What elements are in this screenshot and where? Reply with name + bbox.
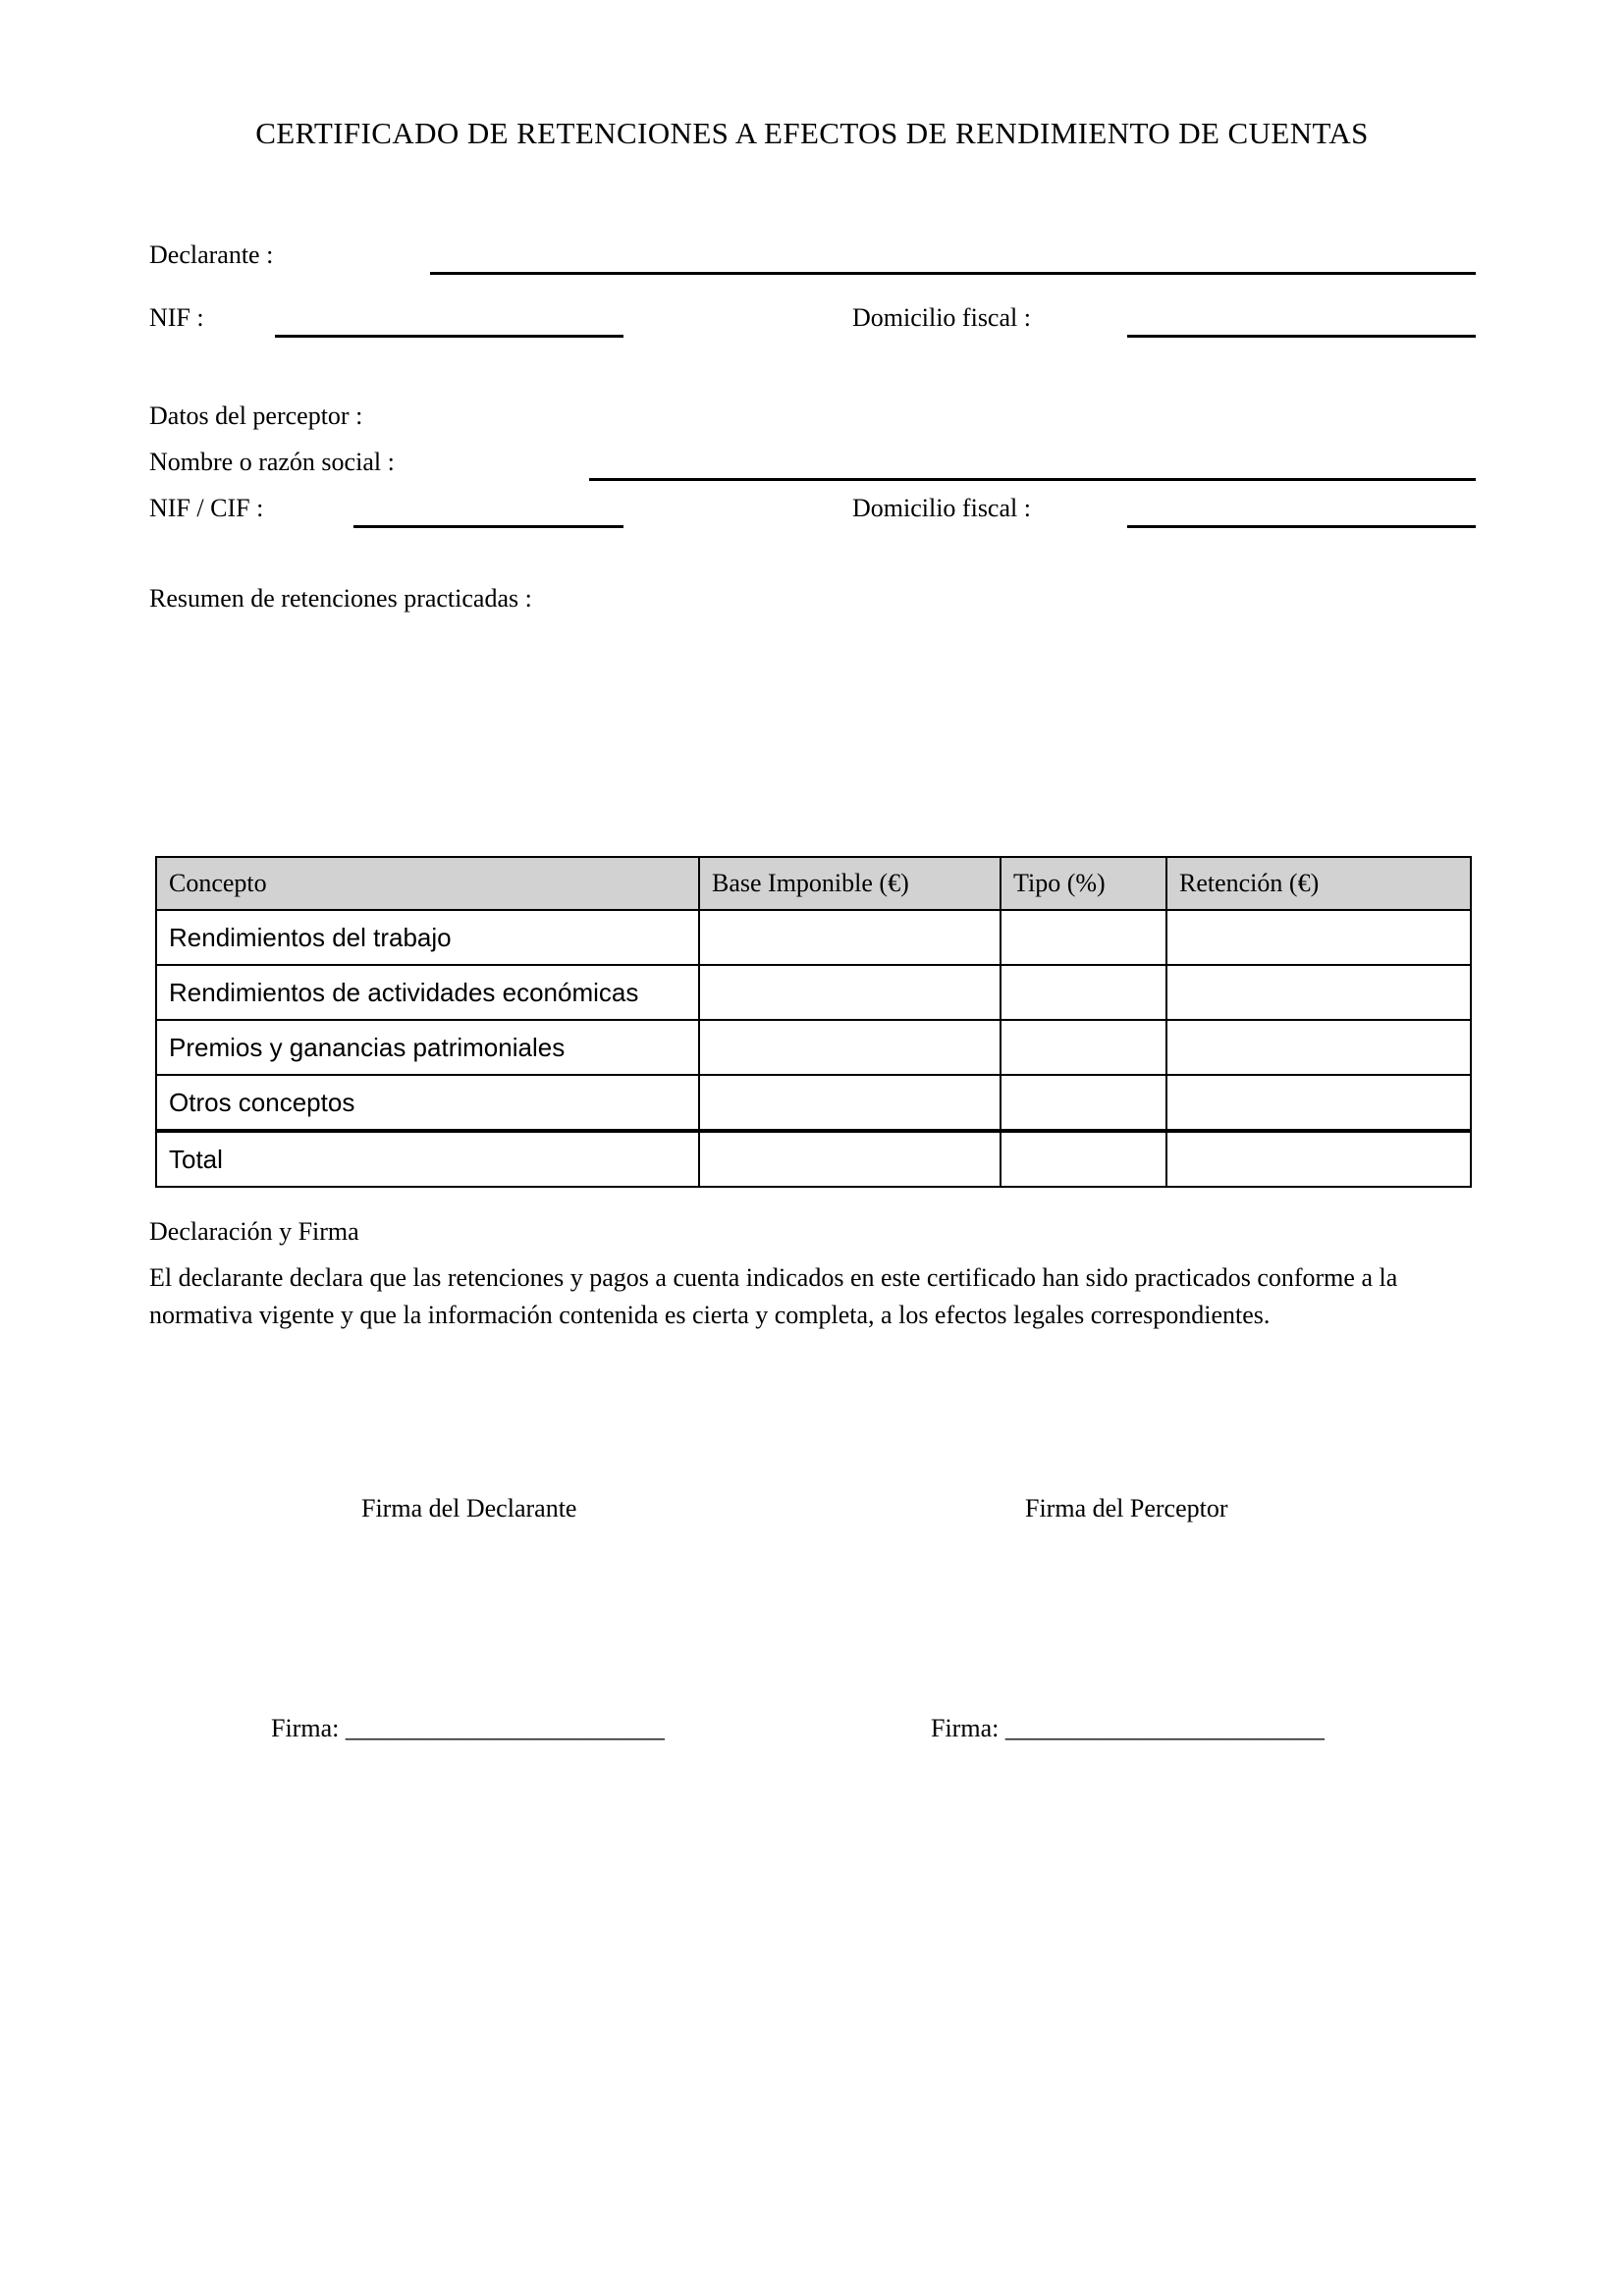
nif-input-rule[interactable]	[275, 335, 623, 338]
table-row	[156, 1020, 1471, 1075]
perceptor-heading: Datos del perceptor :	[149, 401, 363, 430]
cell-concepto: Rendimientos del trabajo	[156, 910, 699, 965]
page-title: CERTIFICADO DE RETENCIONES A EFECTOS DE RENDIMIENTO DE CUENTAS	[255, 116, 1369, 150]
declarante-input-rule-cont[interactable]	[990, 272, 1476, 275]
table-row	[156, 965, 1471, 1020]
nombre-razon-social-label: Nombre o razón social :	[149, 448, 395, 476]
nif-cif-label: NIF / CIF :	[149, 494, 264, 522]
cell-base-imponible[interactable]	[699, 965, 1001, 1020]
cell-retencion[interactable]	[1166, 910, 1471, 965]
retention-table	[155, 856, 1472, 1188]
column-header-retencion: Retención (€)	[1166, 857, 1471, 910]
cell-concepto-total: Total	[156, 1131, 699, 1187]
cell-tipo[interactable]	[1001, 910, 1166, 965]
declarante-label: Declarante :	[149, 240, 274, 269]
table-header-row	[156, 857, 1471, 910]
table-row	[156, 1075, 1471, 1131]
declaracion-firma-heading: Declaración y Firma	[149, 1217, 359, 1246]
domicilio-fiscal-perceptor-label: Domicilio fiscal :	[852, 494, 1031, 522]
nombre-razon-social-rule[interactable]	[589, 478, 1476, 481]
cell-base-imponible-total[interactable]	[699, 1131, 1001, 1187]
firma-perceptor-title: Firma del Perceptor	[1025, 1494, 1228, 1522]
column-header-tipo: Tipo (%)	[1001, 857, 1166, 910]
cell-concepto: Premios y ganancias patrimoniales	[156, 1020, 699, 1075]
declarante-input-rule[interactable]	[430, 272, 990, 275]
table-row-total	[156, 1131, 1471, 1187]
column-header-base-imponible: Base Imponible (€)	[699, 857, 1001, 910]
cell-base-imponible[interactable]	[699, 910, 1001, 965]
column-header-concepto: Concepto	[156, 857, 699, 910]
retention-table-wrapper	[155, 856, 1470, 1188]
cell-base-imponible[interactable]	[699, 1020, 1001, 1075]
firma-declarante-title: Firma del Declarante	[361, 1494, 577, 1522]
declaracion-firma-body: El declarante declara que las retenciones y pagos a cuenta indicados en este certificado han sido practicados conforme a la normativa vigente y que la información contenida es cierta y completa, a los efectos legales correspondientes.	[149, 1263, 1398, 1329]
domicilio-fiscal-declarante-rule[interactable]	[1127, 335, 1476, 338]
cell-tipo[interactable]	[1001, 1020, 1166, 1075]
cell-concepto: Rendimientos de actividades económicas	[156, 965, 699, 1020]
resumen-retenciones-heading: Resumen de retenciones practicadas :	[149, 584, 532, 613]
cell-tipo-total[interactable]	[1001, 1131, 1166, 1187]
firma-declarante-line[interactable]: Firma: _________________________	[271, 1714, 665, 1742]
cell-tipo[interactable]	[1001, 965, 1166, 1020]
cell-tipo[interactable]	[1001, 1075, 1166, 1131]
cell-retencion[interactable]	[1166, 1075, 1471, 1131]
cell-retencion[interactable]	[1166, 1020, 1471, 1075]
domicilio-fiscal-perceptor-rule[interactable]	[1127, 525, 1476, 528]
cell-concepto: Otros conceptos	[156, 1075, 699, 1131]
domicilio-fiscal-declarante-label: Domicilio fiscal :	[852, 303, 1031, 332]
nif-label: NIF :	[149, 303, 204, 332]
cell-base-imponible[interactable]	[699, 1075, 1001, 1131]
cell-retencion[interactable]	[1166, 965, 1471, 1020]
firma-perceptor-line[interactable]: Firma: _________________________	[931, 1714, 1325, 1742]
table-row	[156, 910, 1471, 965]
nif-cif-rule[interactable]	[353, 525, 623, 528]
cell-retencion-total[interactable]	[1166, 1131, 1471, 1187]
